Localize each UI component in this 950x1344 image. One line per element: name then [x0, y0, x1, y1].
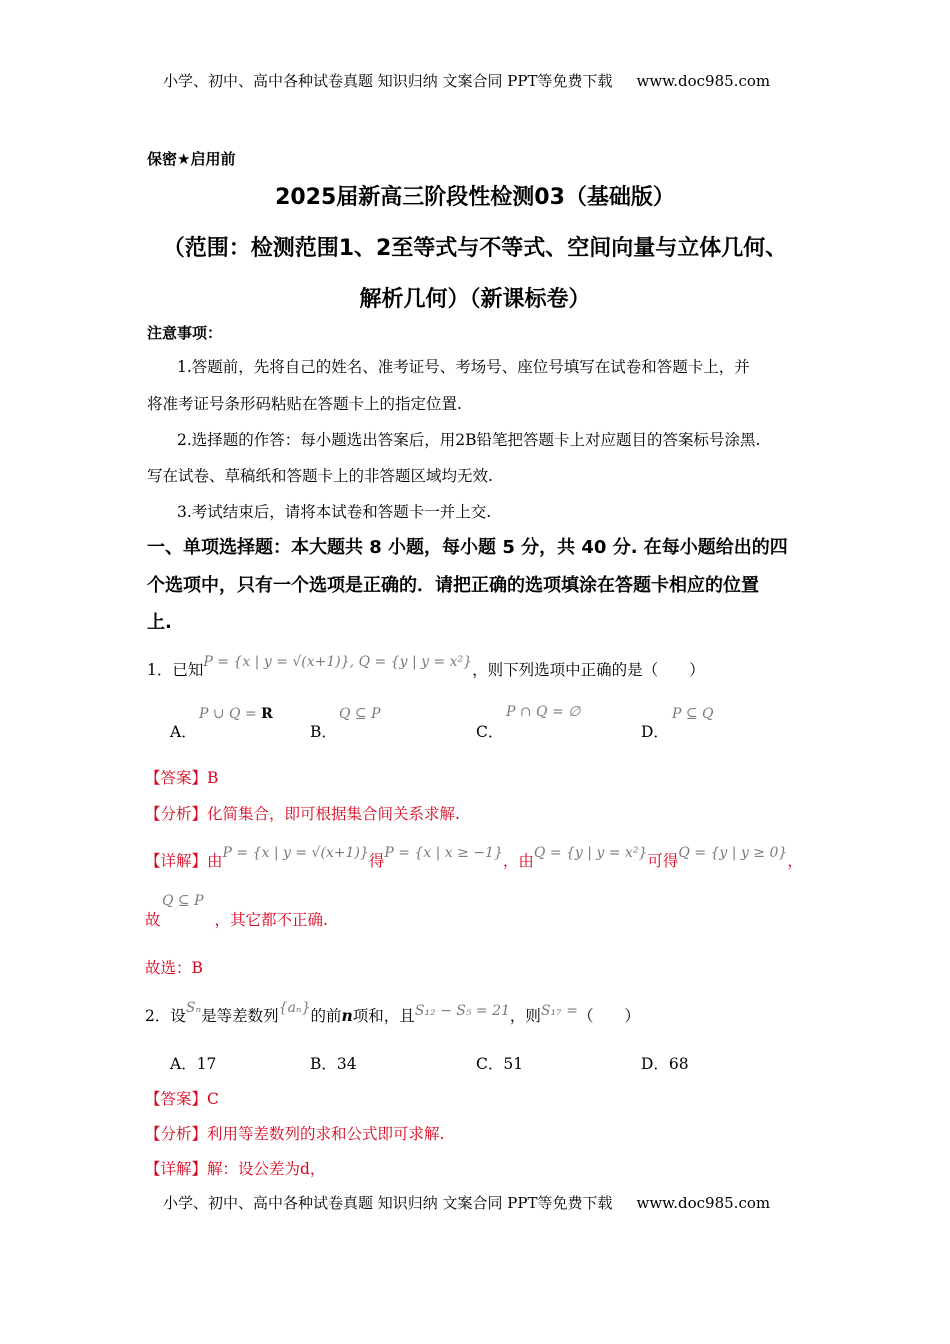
- q1-choice: 故选：B: [145, 959, 203, 977]
- q2-analysis: 【分析】利用等差数列的求和公式即可求解.: [145, 1125, 445, 1143]
- notice-item3: 3.考试结束后，请将本试卷和答题卡一并上交.: [177, 503, 492, 521]
- header-text: 小学、初中、高中各种试卷真题 知识归纳 文案合同 PPT等免费下载: [163, 72, 613, 90]
- q1-suffix: ，则下列选项中正确的是（ ）: [472, 661, 705, 679]
- q1-detail-math1: P = {x | y = √(x+1)}: [222, 845, 369, 861]
- footer-site[interactable]: www.doc985.com: [636, 1194, 771, 1212]
- q1-stem: [147, 654, 705, 680]
- footer-text: 小学、初中、高中各种试卷真题 知识归纳 文案合同 PPT等免费下载: [163, 1194, 613, 1212]
- q2-math-an: {aₙ}: [278, 1000, 311, 1016]
- section1-line2: 个选项中，只有一个选项是正确的．请把正确的选项填涂在答题卡相应的位置: [147, 575, 759, 596]
- notice-item1b: 将准考证号条形码粘贴在答题卡上的指定位置.: [147, 395, 462, 413]
- q2-option-a[interactable]: A．17: [170, 1055, 217, 1073]
- notice-item2a: 2.选择题的作答：每小题选出答案后，用2B铅笔把答题卡上对应题目的答案标号涂黑.: [177, 431, 761, 449]
- q2-math-sn: Sₙ: [185, 1000, 202, 1016]
- q1-option-c-math: P ∩ Q = ∅: [506, 704, 581, 720]
- title-line3: 解析几何）（新课标卷）: [359, 287, 591, 312]
- q1-option-c[interactable]: C．: [476, 723, 504, 741]
- page-footer: [163, 1192, 770, 1213]
- q2-option-d[interactable]: D．68: [641, 1055, 689, 1073]
- q1-detail-math4: Q = {y | y ≥ 0}: [678, 845, 788, 861]
- page-header: [163, 70, 770, 91]
- q1-detail-math3: Q = {y | y = x²}: [533, 845, 648, 861]
- q2-math-s17: S₁₇ =: [540, 1003, 578, 1019]
- notice-item2b: 写在试卷、草稿纸和答题卡上的非答题区域均无效.: [147, 467, 493, 485]
- section1-line1: 一、单项选择题：本大题共 8 小题，每小题 5 分，共 40 分. 在每小题给出的四: [147, 537, 788, 558]
- q1-option-b-math: Q ⊆ P: [339, 706, 381, 722]
- q2-answer: 【答案】C: [145, 1090, 219, 1108]
- q1-detail: 【详解】由P = {x | y = √(x+1)}得P = {x | x ≥ −1}，由Q = {y | y = x²}可得Q = {y | y ≥ 0}，: [145, 845, 803, 870]
- q1-option-d[interactable]: D．: [641, 723, 669, 741]
- q1-analysis: 【分析】化简集合，即可根据集合间关系求解.: [145, 805, 460, 823]
- q1-option-a[interactable]: A．: [170, 723, 197, 741]
- q1-conclusion-math: Q ⊆ P: [162, 893, 204, 909]
- q1-detail-label: 【详解】由: [145, 852, 223, 870]
- q2-stem: 2．设Sₙ是等差数列{aₙ}的前n项和，且S₁₂ − S₅ = 21，则S₁₇ =（ ）: [145, 1000, 640, 1025]
- q2-math-condition: S₁₂ − S₅ = 21: [414, 1003, 510, 1019]
- section1-line3: 上.: [147, 612, 172, 633]
- q1-option-a-math: P ∪ Q = R: [199, 706, 273, 722]
- header-site[interactable]: www.doc985.com: [636, 72, 771, 90]
- q1-detail-math2: P = {x | x ≥ −1}: [384, 845, 503, 861]
- confidential-label: 保密★启用前: [147, 150, 236, 168]
- q1-option-b[interactable]: B．: [310, 723, 337, 741]
- q2-option-c[interactable]: C．51: [476, 1055, 524, 1073]
- notice-item1a: 1.答题前，先将自己的姓名、准考证号、考场号、座位号填写在试卷和答题卡上，并: [177, 358, 750, 376]
- q1-conclusion: 故 ，其它都不正确.: [145, 911, 328, 929]
- title-line1: 2025届新高三阶段性检测03（基础版）: [275, 185, 675, 210]
- q1-answer: 【答案】B: [145, 769, 219, 787]
- q1-math-sets: P = {x | y = √(x+1)}, Q = {y | y = x²}: [203, 654, 473, 670]
- notice-heading: 注意事项：: [147, 324, 223, 342]
- q2-detail: 【详解】解：设公差为d，: [145, 1160, 326, 1178]
- q1-prefix: 1．已知: [147, 661, 204, 679]
- q2-option-b[interactable]: B．34: [310, 1055, 357, 1073]
- q1-option-d-math: P ⊆ Q: [672, 706, 714, 722]
- title-line2: （范围：检测范围1、2至等式与不等式、空间向量与立体几何、: [162, 236, 788, 261]
